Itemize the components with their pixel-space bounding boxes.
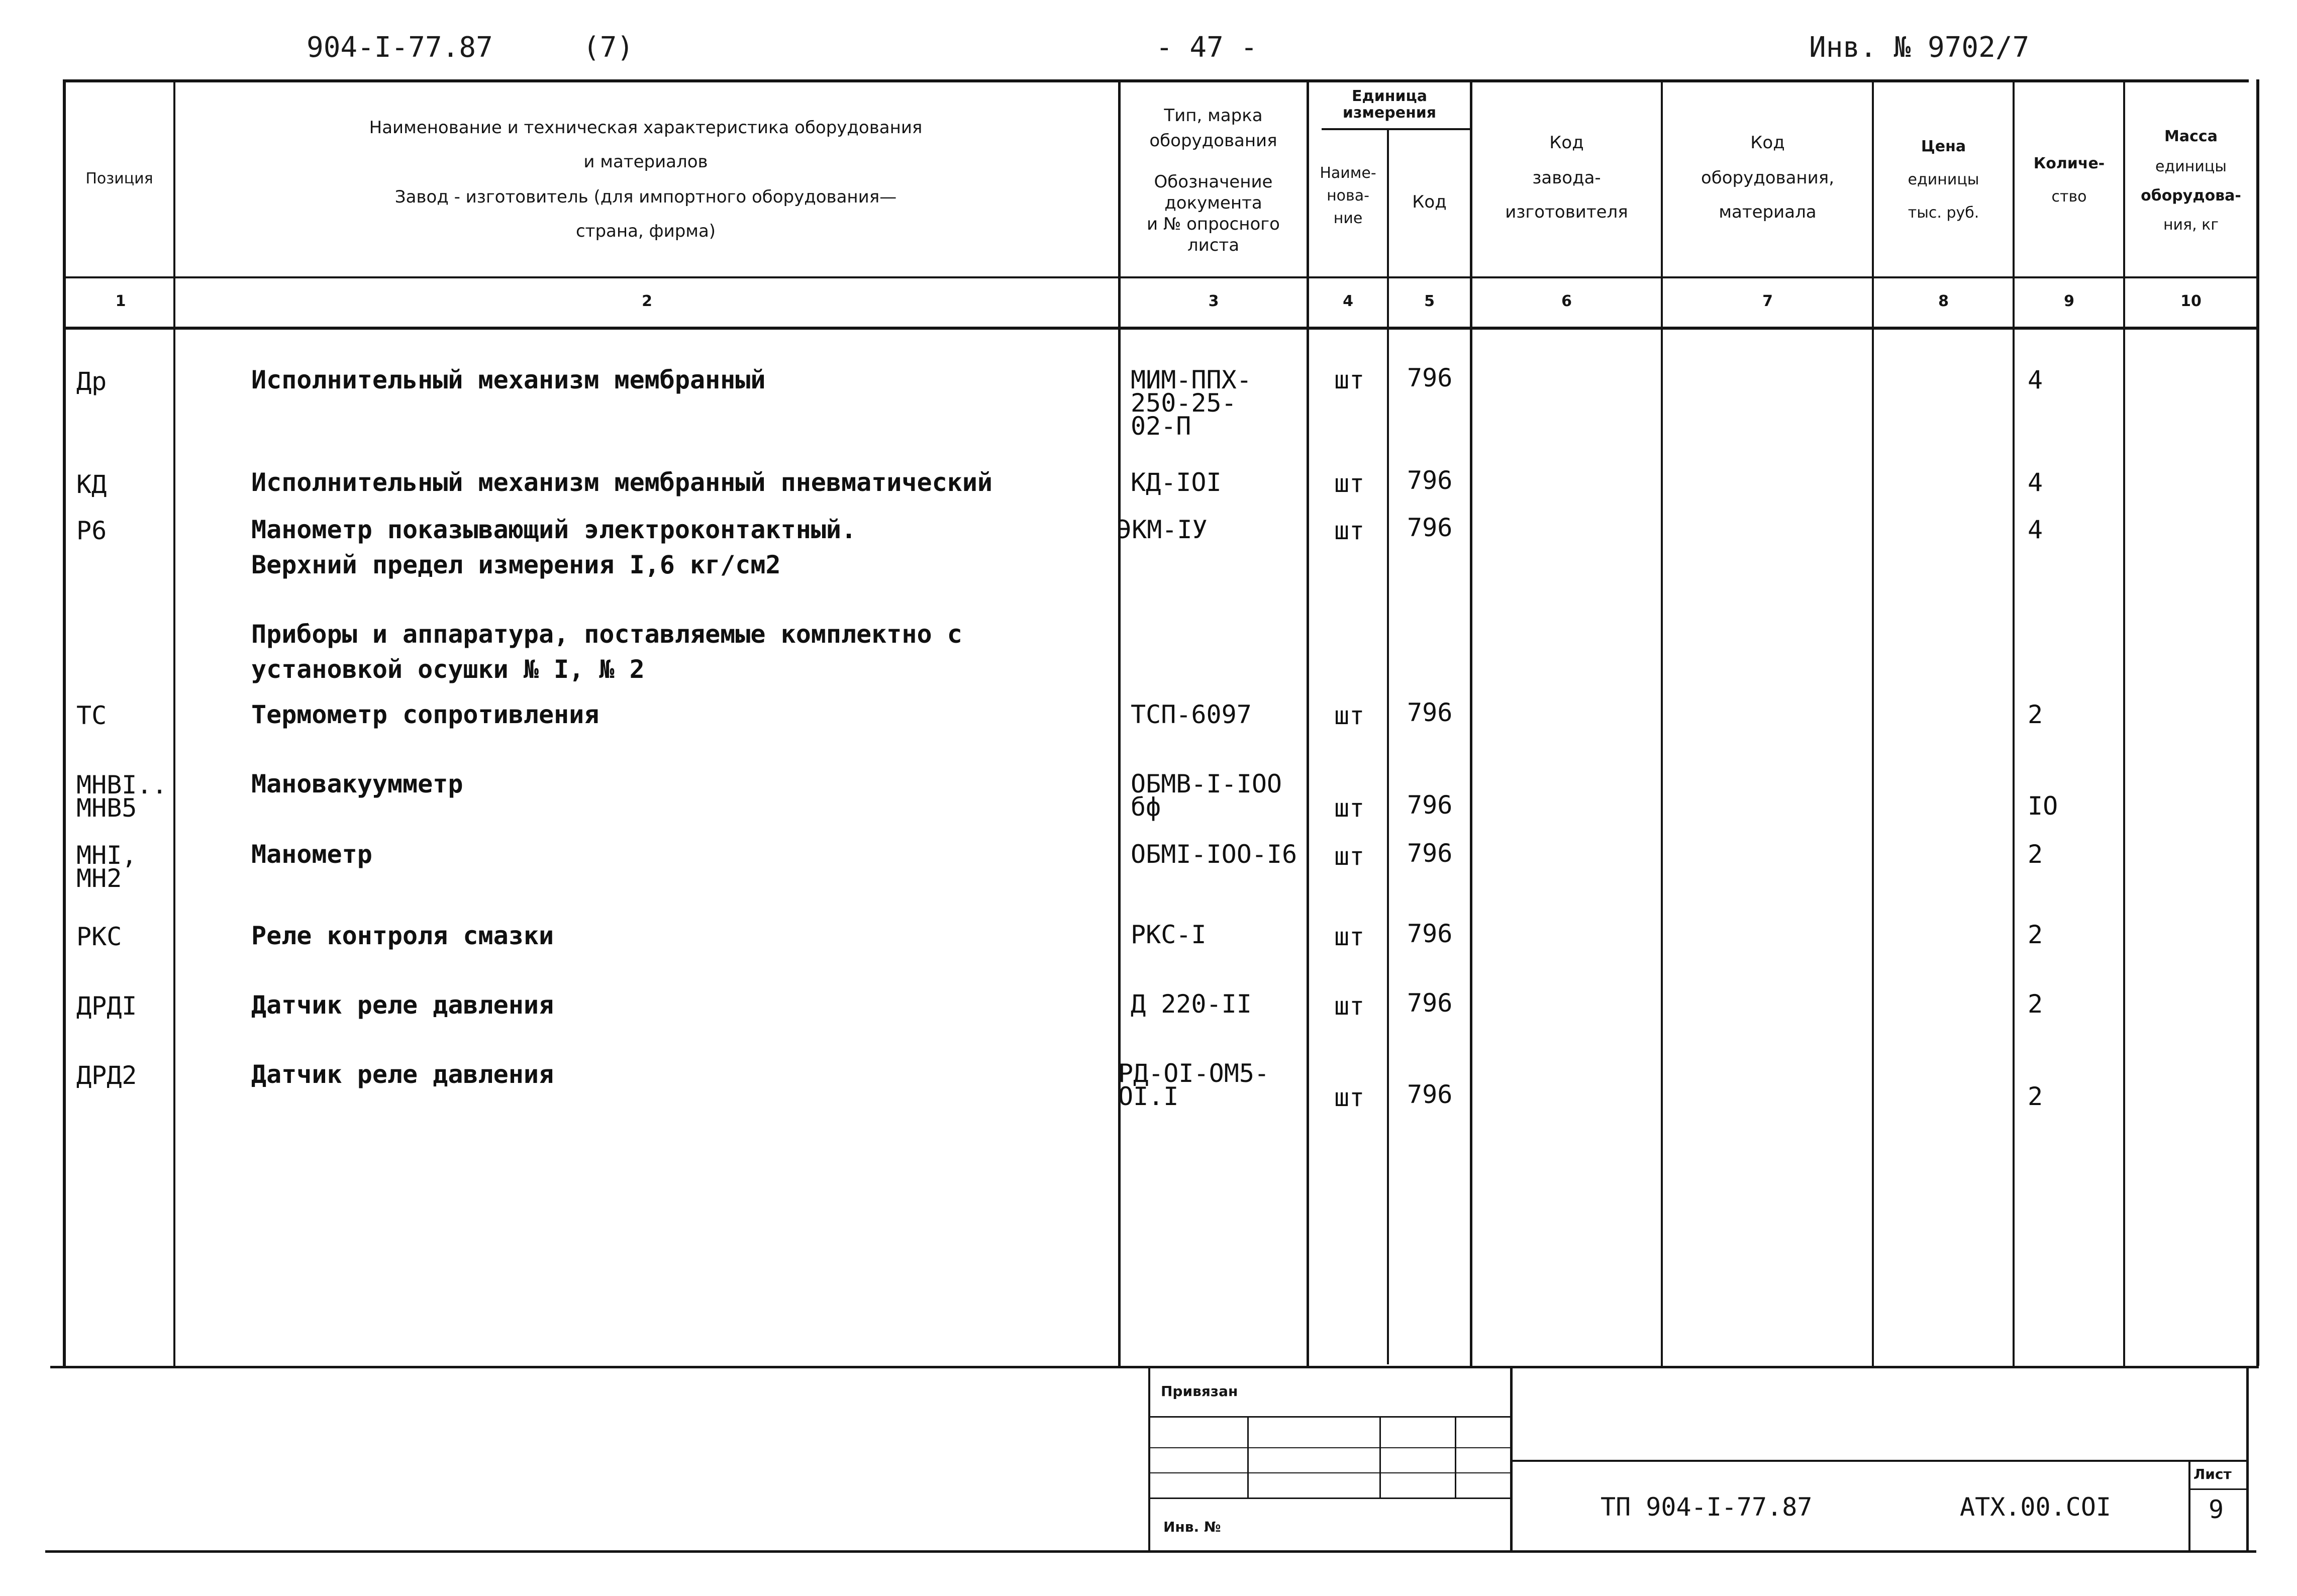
column-number: 10	[2180, 292, 2202, 310]
row-unit-code: 796	[1407, 839, 1453, 868]
row-unit: шт	[1334, 793, 1365, 823]
header-mass-line4: ния, кг	[2163, 216, 2219, 234]
row-type: OI.I	[1118, 1082, 1179, 1111]
section-title-line2: установкой осушки № I, № 2	[251, 655, 645, 684]
row-position: ТС	[76, 701, 107, 730]
row-position: Р6	[76, 516, 107, 545]
header-type-line1: Тип, марка	[1164, 106, 1263, 126]
header-type-line6: листа	[1187, 235, 1240, 255]
header-type-line3: Обозначение	[1154, 172, 1273, 192]
row-quantity: 4	[2028, 515, 2043, 544]
header-mass-line1: Масса	[2164, 128, 2218, 145]
section-title-line1: Приборы и аппаратура, поставляемые комплектно с	[251, 620, 962, 649]
row-unit-code: 796	[1407, 790, 1453, 820]
row-type: ТСП-6097	[1131, 700, 1252, 729]
row-type: КД-IOI	[1131, 468, 1222, 497]
header-equip-code-line2: оборудования,	[1701, 168, 1835, 188]
row-description: Датчик реле давления	[251, 1060, 554, 1089]
row-quantity: 2	[2028, 1082, 2043, 1111]
header-equip-code-line1: Код	[1750, 133, 1785, 153]
header-factory-code-line1: Код	[1549, 133, 1584, 153]
header-unit-name-line2: нова-	[1327, 187, 1369, 205]
row-unit-code: 796	[1407, 988, 1453, 1018]
header-mass-line3: оборудова-	[2141, 187, 2241, 205]
row-type: Д 220-II	[1131, 989, 1252, 1019]
row-unit-code: 796	[1407, 466, 1453, 495]
row-unit: шт	[1334, 469, 1365, 498]
column-number: 6	[1561, 292, 1572, 310]
header-qty-line1: Количе-	[2033, 155, 2105, 172]
row-description: Исполнительный механизм мембранный пневматический	[251, 468, 993, 497]
column-number: 1	[115, 292, 126, 310]
row-description-line2: Верхний предел измерения I,6 кг/см2	[251, 550, 781, 579]
row-description: Манометр	[251, 840, 372, 869]
header-factory-code-line2: завода-	[1532, 168, 1601, 188]
row-unit: шт	[1334, 701, 1365, 730]
row-unit: шт	[1334, 922, 1365, 951]
row-type: ОБМВ-I-IOO	[1131, 769, 1282, 799]
row-description: Термометр сопротивления	[251, 700, 600, 729]
header-unit-line2: измерения	[1342, 104, 1437, 122]
column-number: 2	[642, 292, 652, 310]
row-position: ДРДI	[76, 991, 137, 1021]
header-unit-line1: Единица	[1352, 87, 1427, 105]
row-type: бф	[1131, 792, 1161, 822]
row-unit-code: 796	[1407, 919, 1453, 948]
row-description: Реле контроля смазки	[251, 921, 554, 950]
page-number: - 47 -	[1156, 31, 1258, 64]
row-unit: шт	[1334, 1083, 1365, 1112]
row-type: МИМ-ППХ-	[1131, 365, 1252, 394]
row-quantity: 4	[2028, 365, 2043, 394]
sheet-label: Лист	[2193, 1466, 2232, 1482]
header-price-line1: Цена	[1921, 138, 1966, 155]
column-number: 3	[1208, 292, 1219, 310]
inventory-number: Инв. № 9702/7	[1809, 31, 2030, 64]
row-type: 250-25-	[1131, 388, 1237, 418]
stamp-bound-label: Привязан	[1161, 1383, 1238, 1400]
row-position: МНВI..	[76, 770, 167, 800]
column-number: 8	[1938, 292, 1949, 310]
row-description: Мановакуумметр	[251, 769, 463, 799]
row-quantity: 2	[2028, 700, 2043, 729]
header-equip-code-line3: материала	[1719, 202, 1817, 222]
row-unit-code: 796	[1407, 513, 1453, 542]
row-type: 02-П	[1131, 412, 1191, 441]
column-number: 9	[2064, 292, 2074, 310]
row-unit-code: 796	[1407, 363, 1453, 392]
row-position: МНI,	[76, 841, 137, 870]
header-name-line1: Наименование и техническая характеристика оборудования	[369, 118, 923, 138]
row-type: ОБМI-IOO-I6	[1131, 840, 1297, 869]
sheet-number: 9	[2209, 1495, 2224, 1524]
row-unit: шт	[1334, 991, 1365, 1021]
stamp-inventory-label: Инв. №	[1163, 1519, 1221, 1535]
header-name-line2: и материалов	[583, 152, 708, 172]
part-number: (7)	[583, 31, 634, 64]
row-position: Др	[76, 367, 107, 396]
header-factory-code-line3: изготовителя	[1505, 202, 1628, 222]
header-qty-line2: ство	[2051, 188, 2087, 206]
column-number: 7	[1762, 292, 1773, 310]
row-unit: шт	[1334, 842, 1365, 871]
header-unit-name-line3: ние	[1333, 210, 1363, 227]
project-code: 904-I-77.87	[307, 31, 493, 64]
row-quantity: 2	[2028, 840, 2043, 869]
row-description: Датчик реле давления	[251, 990, 554, 1020]
row-type: РКС-I	[1131, 920, 1207, 949]
column-number: 4	[1343, 292, 1353, 310]
document-mark: АТХ.00.COI	[1960, 1492, 2112, 1522]
row-description: Манометр показывающий электроконтактный.	[251, 515, 857, 544]
row-unit-code: 796	[1407, 698, 1453, 727]
row-position: КД	[76, 470, 107, 499]
header-type-line2: оборудования	[1149, 131, 1277, 151]
header-name-line3: Завод - изготовитель (для импортного оборудования—	[394, 187, 897, 207]
row-type: ЭКМ-IУ	[1117, 515, 1208, 544]
header-price-line3: тыс. руб.	[1908, 204, 1979, 222]
header-name-line4: страна, фирма)	[575, 221, 716, 241]
row-position: ДРД2	[76, 1061, 137, 1090]
header-unit-code: Код	[1412, 192, 1447, 212]
row-position-line2: МНВ5	[76, 793, 137, 823]
header-type-line4: документа	[1164, 193, 1262, 213]
row-quantity: 2	[2028, 920, 2043, 949]
row-description: Исполнительный механизм мембранный	[251, 365, 766, 394]
row-unit: шт	[1334, 365, 1365, 394]
row-quantity: 4	[2028, 468, 2043, 497]
row-unit: шт	[1334, 516, 1365, 545]
row-position: РКС	[76, 922, 122, 951]
header-unit-name-line1: Наиме-	[1320, 164, 1376, 182]
document-code: ТП 904-I-77.87	[1601, 1492, 1813, 1522]
header-mass-line2: единицы	[2155, 158, 2227, 175]
row-quantity: 2	[2028, 989, 2043, 1019]
row-unit-code: 796	[1407, 1080, 1453, 1109]
row-quantity: IO	[2028, 791, 2058, 821]
row-type: РД-OI-ОМ5-	[1118, 1059, 1270, 1088]
header-type-line5: и № опросного	[1147, 214, 1280, 234]
header-price-line2: единицы	[1908, 171, 1979, 188]
column-number: 5	[1424, 292, 1435, 310]
row-position-line2: МН2	[76, 864, 122, 893]
header-position: Позиция	[85, 170, 153, 187]
